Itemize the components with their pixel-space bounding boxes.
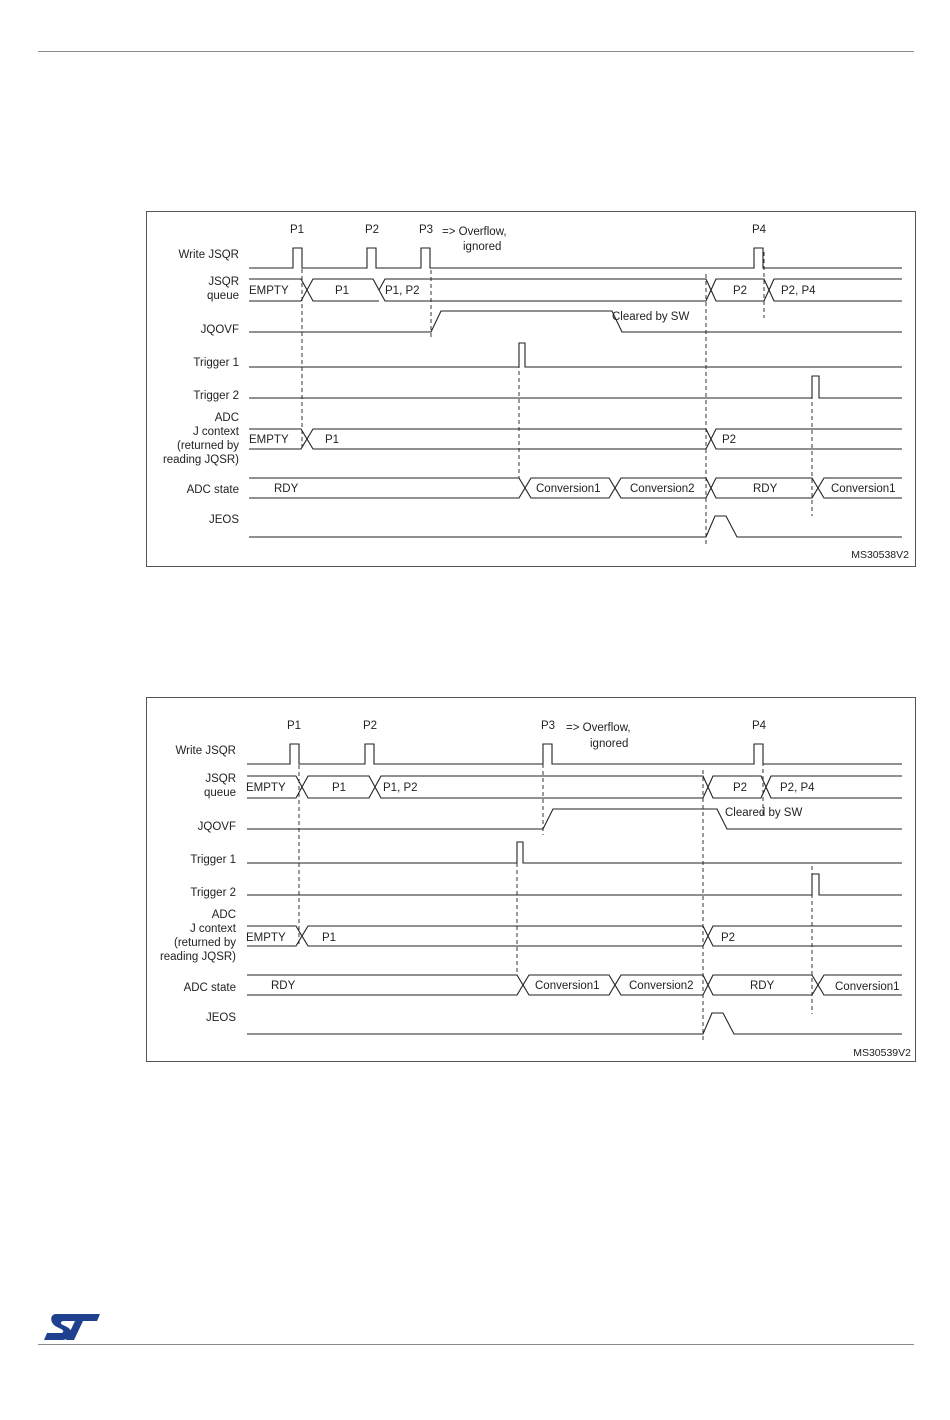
queue-state: P2, P4 <box>780 782 815 794</box>
pulse-p1: P1 <box>290 224 305 236</box>
context-state: EMPTY <box>249 434 289 446</box>
adc-state-value: Conversion2 <box>629 980 694 992</box>
adc-context-bus <box>247 926 902 946</box>
signal-trigger2: Trigger 2 <box>190 887 236 899</box>
queue-state: EMPTY <box>246 782 286 794</box>
write-jsqr-waveform <box>249 248 902 268</box>
signal-adc-state: ADC state <box>186 484 239 496</box>
signal-write-jsqr: Write JSQR <box>178 249 239 261</box>
adc-state-value: RDY <box>271 980 296 992</box>
footer-rule <box>38 1344 914 1345</box>
figure-reference: MS30539V2 <box>853 1047 911 1059</box>
trigger2-waveform <box>249 376 902 398</box>
timing-diagram-2 <box>146 697 916 1062</box>
signal-adc-state: ADC state <box>183 982 236 994</box>
trigger1-waveform <box>247 842 902 863</box>
signal-trigger2: Trigger 2 <box>193 390 239 402</box>
queue-state: P1 <box>335 285 350 297</box>
context-state: EMPTY <box>246 932 286 944</box>
overflow-note-line2: ignored <box>463 241 502 253</box>
signal-adc: ADC <box>211 909 236 921</box>
adc-state-value: Conversion1 <box>831 483 896 495</box>
signal-write-jsqr: Write JSQR <box>175 745 236 757</box>
context-state: P2 <box>722 434 737 446</box>
signal-jsqr: JSQR <box>205 773 236 785</box>
cleared-note: Cleared by SW <box>612 311 690 323</box>
jeos-waveform <box>249 516 902 537</box>
pulse-p2: P2 <box>363 720 378 732</box>
signal-jqovf: JQOVF <box>197 821 236 833</box>
overflow-note-line1: => Overflow, <box>442 226 507 238</box>
header-rule <box>38 51 914 52</box>
signal-trigger1: Trigger 1 <box>190 854 236 866</box>
queue-state: P2 <box>733 285 748 297</box>
queue-state: P1, P2 <box>383 782 418 794</box>
overflow-note-line1: => Overflow, <box>566 722 631 734</box>
signal-j-context: J context <box>189 923 236 935</box>
signal-jeos: JEOS <box>205 1012 236 1024</box>
adc-state-value: RDY <box>753 483 778 495</box>
cleared-note: Cleared by SW <box>725 807 803 819</box>
queue-state: P2 <box>733 782 748 794</box>
timing-diagram-1 <box>146 211 916 567</box>
context-state: P2 <box>721 932 736 944</box>
write-jsqr-waveform <box>247 744 902 764</box>
adc-state-value: Conversion2 <box>630 483 695 495</box>
context-state: P1 <box>322 932 337 944</box>
pulse-p3: P3 <box>541 720 556 732</box>
pulse-p1: P1 <box>287 720 302 732</box>
adc-state-value: Conversion1 <box>535 980 600 992</box>
timing-diagram-1-canvas <box>147 212 915 566</box>
pulse-p3: P3 <box>419 224 434 236</box>
pulse-p4: P4 <box>752 720 767 732</box>
queue-state: P1, P2 <box>385 285 420 297</box>
queue-state: EMPTY <box>249 285 289 297</box>
pulse-p2: P2 <box>365 224 380 236</box>
jqovf-waveform <box>249 311 902 332</box>
adc-state-value: Conversion1 <box>835 981 900 993</box>
queue-state: P1 <box>332 782 347 794</box>
signal-queue: queue <box>204 787 236 799</box>
timing-diagram-2-canvas <box>147 698 915 1061</box>
context-state: P1 <box>325 434 340 446</box>
signal-returned-by: (returned by <box>176 440 239 452</box>
signal-adc: ADC <box>214 412 239 424</box>
jqovf-waveform <box>247 809 902 829</box>
signal-jqovf: JQOVF <box>200 324 239 336</box>
figure-reference: MS30538V2 <box>851 549 909 561</box>
overflow-note-line2: ignored <box>590 738 629 750</box>
signal-queue: queue <box>207 290 239 302</box>
adc-state-value: Conversion1 <box>536 483 601 495</box>
adc-state-value: RDY <box>274 483 299 495</box>
signal-j-context: J context <box>192 426 239 438</box>
adc-state-value: RDY <box>750 980 775 992</box>
trigger1-waveform <box>249 343 902 367</box>
signal-reading-jqsr: reading JQSR) <box>159 951 236 963</box>
pulse-p4: P4 <box>752 224 767 236</box>
signal-jsqr: JSQR <box>208 276 239 288</box>
signal-returned-by: (returned by <box>173 937 236 949</box>
trigger2-waveform <box>247 874 902 895</box>
signal-trigger1: Trigger 1 <box>193 357 239 369</box>
queue-state: P2, P4 <box>781 285 816 297</box>
jeos-waveform <box>247 1013 902 1034</box>
signal-reading-jqsr: reading JQSR) <box>162 454 239 466</box>
signal-jeos: JEOS <box>208 514 239 526</box>
adc-context-bus <box>249 429 902 449</box>
